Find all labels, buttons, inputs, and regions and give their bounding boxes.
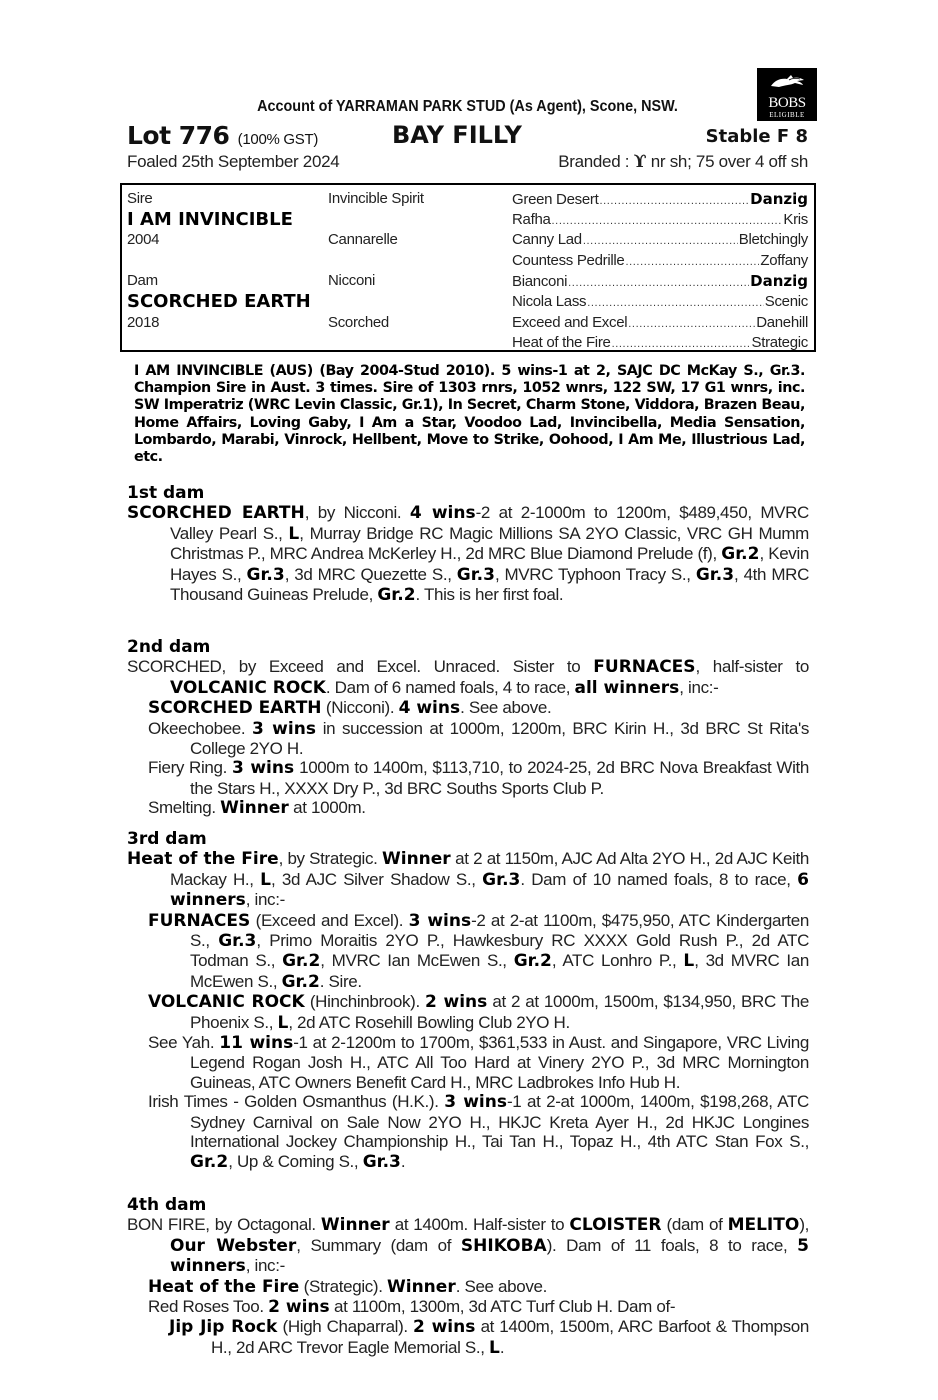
first-dam-section [127, 484, 809, 605]
text-run: Irish Times - Golden Osmanthus (H.K.). [148, 1092, 445, 1112]
dam-label: Dam [127, 272, 158, 290]
logo-text-bobs: BOBS [768, 95, 806, 111]
dot-leader [599, 190, 749, 212]
vendor-account: Account of YARRAMAN PARK STUD (As Agent), Scone, NSW. [257, 98, 678, 115]
text-run: , 3d MVRC Ian McEwen S., [190, 951, 809, 991]
text-run: , Primo Moraitis 2YO P., Hawkesbury RC XXXX Gold Rush P., 2d ATC Todman S., [190, 931, 810, 971]
text-run: . Dam of 10 named foals, 8 to race, [520, 869, 798, 889]
text-run: , 2d ATC Rosehill Bowling Club 2YO H. [288, 1012, 570, 1032]
text-run: at 1400m, 1500m, ARC Barfoot & Thompson H., 2d ARC Trevor Eagle Memorial S., [211, 1317, 809, 1357]
pedigree-entry [127, 1317, 809, 1358]
brand-mark-icon: ϒ [633, 152, 647, 172]
dam-heading: 2nd dam [127, 637, 211, 657]
text-run: , MVRC Typhoon Tracy S., [494, 564, 696, 584]
bold-run: Gr.2 [281, 971, 320, 992]
ancestor-sire: Zoffany [760, 251, 808, 269]
text-run: at 2 at 1000m, 1500m, $134,950, BRC The Phoenix S., [190, 992, 809, 1032]
text-run: , Kevin Hayes S., [170, 544, 809, 584]
text-run: . This is her first foal. [415, 585, 564, 605]
pedigree-ancestor-row [512, 313, 808, 334]
bold-run: Gr.2 [513, 951, 552, 972]
text-run: Smelting. [148, 798, 221, 818]
pedigree-entry [127, 1033, 809, 1092]
sire-label: Sire [127, 190, 153, 207]
pedigree-entry [127, 657, 809, 698]
pedigree-entry [127, 798, 809, 818]
bold-run: L [260, 869, 271, 890]
ancestor-sire: Danehill [756, 313, 808, 331]
text-run: . [499, 1337, 505, 1357]
pedigree-ancestor-row [512, 251, 808, 272]
lot-number-label: Lot 776 [127, 121, 230, 150]
pedigree-entry [127, 719, 809, 759]
dam-dam: Scorched [328, 313, 389, 331]
bold-run: Heat of the Fire [127, 849, 279, 870]
pedigree-entry [127, 849, 809, 910]
text-run: . Dam of 6 named foals, 4 to race, [325, 677, 575, 697]
bold-run: SHIKOBA [460, 1235, 547, 1256]
bold-run: Gr.3 [362, 1151, 401, 1172]
text-run: (Strategic). [299, 1276, 387, 1296]
pedigree-entry [127, 1092, 809, 1172]
dam-year: 2018 [127, 313, 160, 331]
bold-run: Gr.2 [190, 1151, 229, 1172]
sire-summary: I AM INVINCIBLE (AUS) (Bay 2004-Stud 2010). 5 wins-1 at 2, SAJC DC McKay S., Gr.3. Champion Sire in Aust. 3 times. Sire of 1303 rnrs, 1052 wnrs, 122 SW, 17 G1 wnrs, inc. SW Imperatriz (WRC Levin Classic, Gr.1), In Secret, Charm Stone, Viddora, Brazen Beau, Home Affairs, Loving Gaby, I Am a Star, Voodoo Lad, Invincibella, Media Sensation, Lombardo, Marabi, Vinrock, Hellbent, Move to Strike, Oohood, I Am Me, Illustrious Lad, etc. [134, 363, 805, 466]
lot-number [127, 121, 318, 150]
logo-text-eligible: ELIGIBLE [769, 111, 805, 119]
sire-dam: Cannarelle [328, 231, 398, 249]
pedigree-ancestor-row [512, 210, 808, 231]
gst-note: (100% GST) [237, 131, 319, 148]
ancestor-name: Canny Lad [512, 231, 582, 249]
text-run: , by Strategic. [278, 849, 382, 869]
bold-run: Gr.3 [218, 931, 257, 952]
bold-run: SCORCHED EARTH [127, 503, 305, 524]
bold-run: L [683, 951, 695, 972]
bold-run: SCORCHED EARTH [148, 698, 322, 719]
ancestor-name: Countess Pedrille [512, 251, 625, 269]
dam-name: SCORCHED EARTH [127, 290, 311, 312]
text-run: , ATC Lonhro P., [551, 951, 684, 971]
dam-heading: 3rd dam [127, 829, 207, 849]
bold-run: FURNACES [148, 910, 251, 931]
second-dam-section [127, 638, 809, 819]
ancestor-sire: Strategic [751, 334, 808, 352]
text-run: , inc:- [245, 1256, 285, 1276]
pedigree-entry [127, 1215, 809, 1276]
bold-run: Jip Jip Rock [169, 1317, 278, 1338]
text-run: SCORCHED, by Exceed and Excel. Unraced. Sister to [127, 657, 594, 677]
bold-run: Heat of the Fire [148, 1276, 300, 1297]
bold-run: MELITO [727, 1215, 800, 1236]
text-run: , Up & Coming S., [228, 1151, 363, 1171]
text-run: , 3d MRC Quezette S., [284, 564, 457, 584]
text-run: . See above. [460, 698, 552, 718]
pedigree-ancestor-row [512, 189, 808, 210]
text-run: Fiery Ring. [148, 758, 232, 778]
bold-run: 3 wins [408, 910, 472, 931]
text-run: , MVRC Ian McEwen S., [320, 951, 514, 971]
sire-name: I AM INVINCIBLE [127, 208, 293, 230]
third-dam-section [127, 830, 809, 1172]
dot-leader [552, 210, 783, 232]
dot-leader [583, 230, 738, 252]
bold-run: CLOISTER [569, 1215, 662, 1236]
bold-run: L [489, 1337, 500, 1358]
text-run: -2 at 2-at 1100m, $475,950, ATC Kindergarten S., [190, 910, 809, 951]
dot-leader [628, 313, 755, 335]
text-run: Okeechobee. [148, 718, 253, 738]
text-run: , 3d AJC Silver Shadow S., [270, 869, 483, 889]
bold-run: all winners [574, 677, 680, 698]
text-run: , Murray Bridge RC Magic Millions SA 2YO Classic, VRC GH Mumm Christmas P., MRC Andrea McKerley H., 2d MRC Blue Diamond Prelude (f), [170, 523, 809, 564]
bold-run: 2 wins [413, 1317, 476, 1338]
bold-run: Gr.2 [721, 544, 760, 565]
bold-run: Our Webster [170, 1235, 297, 1256]
ancestor-name: Bianconi [512, 273, 568, 291]
bold-run: Gr.3 [695, 564, 735, 585]
text-run: , Summary (dam of [296, 1235, 461, 1255]
branded-suffix: nr sh; 75 over 4 off sh [650, 152, 808, 171]
text-run: (High Chaparral). [277, 1317, 414, 1337]
lot-header [127, 121, 808, 151]
text-run: at 1100m, 1300m, 3d ATC Turf Club H. Dam of- [329, 1297, 676, 1317]
fourth-dam-section [127, 1196, 809, 1358]
text-run: -2 at 2-1000m to 1200m, $489,450, MVRC Valley Pearl S., [170, 503, 809, 543]
ancestor-name: Exceed and Excel [512, 313, 628, 331]
bold-run: 4 wins [409, 503, 476, 524]
ancestor-name: Nicola Lass [512, 292, 587, 310]
text-run: at 1400m. Half-sister to [389, 1215, 570, 1235]
bold-run: Winner [320, 1215, 390, 1236]
foaling-brand-row [127, 152, 808, 172]
bold-run: 3 wins [444, 1092, 507, 1113]
pedigree-entry [127, 758, 809, 798]
bold-run: 6 winners [170, 869, 809, 911]
text-run: (Nicconi). [321, 698, 399, 718]
text-run: ), [799, 1215, 809, 1235]
bold-run: Gr.2 [282, 951, 321, 972]
dot-leader [568, 272, 749, 294]
text-run: (Exceed and Excel). [250, 910, 409, 930]
bold-run: 5 winners [170, 1235, 809, 1277]
pedigree-ancestor-row [512, 271, 808, 292]
text-run: at 1000m. [288, 798, 366, 818]
text-run: (Hinchinbrook). [304, 992, 425, 1012]
ancestor-sire: Scenic [764, 292, 808, 310]
text-run: at 2 at 1150m, AJC Ad Alta 2YO H., 2d AJC Keith Mackay H., [170, 849, 809, 889]
dot-leader [625, 251, 759, 273]
dam-heading: 4th dam [127, 1195, 207, 1215]
pedigree-parents-column [127, 189, 311, 333]
ancestor-sire: Danzig [750, 272, 808, 291]
bold-run: VOLCANIC ROCK [170, 677, 326, 698]
pedigree-ancestor-row [512, 333, 808, 354]
text-run: , by Nicconi. [304, 503, 410, 523]
pedigree-ancestor-row [512, 292, 808, 313]
text-run: -1 at 2-1200m to 1700m, $361,533 in Aust. and Singapore, VRC Living Legend Rogan Josh H., ATC All Too Hard at Vinery 2YO P., 3d MRC Mornington Guineas, ATC Owners Benefit Card H., MRC Ladbrokes Info Hub H. [190, 1033, 809, 1092]
ancestor-sire: Danzig [750, 190, 808, 208]
text-run: , inc:- [245, 890, 285, 910]
bold-run: 3 wins [231, 758, 295, 779]
bold-run: Winner [381, 849, 451, 870]
horse-head-icon [757, 72, 817, 96]
bold-run: Winner [220, 798, 289, 819]
bold-run: Gr.3 [246, 564, 285, 585]
dam-heading: 1st dam [127, 483, 205, 503]
text-run: Red Roses Too. [148, 1297, 269, 1317]
pedigree-entry [127, 911, 809, 993]
ancestor-name: Green Desert [512, 191, 599, 208]
text-run: . Sire. [319, 971, 362, 991]
text-run: , half-sister to [695, 657, 809, 677]
bold-run: Gr.3 [456, 564, 495, 585]
bold-run: 3 wins [252, 718, 316, 739]
pedigree-great-grandparents-column [512, 189, 808, 354]
text-run: (dam of [661, 1215, 728, 1235]
bold-run: 11 wins [219, 1033, 294, 1054]
sire-year: 2004 [127, 231, 160, 249]
pedigree-table [120, 183, 816, 352]
text-run: -1 at 2-at 1000m, 1400m, $198,268, ATC Sydney Carnival on Sale Now 2YO H., HKJC Kreta Ayer H., 2d HKJC Longines International Jockey Championship H., Tai Tan H., Topaz H., 4th ATC Stan Fox S., [190, 1092, 809, 1152]
text-run: . See above. [455, 1276, 547, 1296]
branded-prefix: Branded : [558, 152, 630, 171]
horse-sex-colour: BAY FILLY [392, 121, 522, 149]
pedigree-entry [127, 1297, 809, 1317]
pedigree-entry [127, 1277, 809, 1297]
bold-run: Gr.3 [482, 869, 521, 890]
text-run: , inc:- [679, 677, 719, 697]
bold-run: Gr.2 [377, 585, 416, 606]
ancestor-name: Heat of the Fire [512, 334, 611, 352]
bold-run: L [277, 1012, 289, 1033]
spacer [127, 251, 311, 272]
ancestor-sire: Kris [783, 210, 808, 228]
dot-leader [612, 333, 751, 355]
text-run: 1000m to 1400m, $113,710, to 2024-25, 2d BRC Nova Breakfast With the Stars H., XXXX Dry P., 3d BRC Souths Sports Club P. [190, 758, 809, 798]
foaled-date: Foaled 25th September 2024 [127, 152, 340, 171]
bold-run: FURNACES [593, 657, 696, 678]
bold-run: Winner [387, 1276, 456, 1297]
dam-sire: Nicconi [328, 272, 376, 290]
ancestor-name: Rafha [512, 210, 551, 228]
text-run: , 4th MRC Thousand Guineas Prelude, [170, 564, 809, 605]
text-run: See Yah. [148, 1033, 220, 1053]
bold-run: 2 wins [268, 1297, 330, 1318]
stable-location: Stable F 8 [705, 126, 808, 147]
text-run: ). Dam of 11 foals, 8 to race, [546, 1235, 798, 1255]
pedigree-entry [127, 992, 809, 1033]
bold-run: L [288, 523, 300, 544]
bold-run: 4 wins [398, 698, 461, 719]
sire-sire: Invincible Spirit [328, 190, 424, 207]
text-run: . [400, 1151, 406, 1171]
pedigree-entry [127, 698, 809, 718]
bold-run: VOLCANIC ROCK [148, 992, 305, 1013]
ancestor-sire: Bletchingly [738, 231, 808, 249]
bold-run: 2 wins [425, 992, 488, 1013]
text-run: BON FIRE, by Octagonal. [127, 1215, 321, 1235]
dot-leader [587, 292, 764, 314]
pedigree-entry [127, 503, 809, 605]
text-run: in succession at 1000m, 1200m, BRC Kirin H., 3d BRC St Rita's College 2YO H. [190, 718, 809, 759]
pedigree-grandparents-column [328, 189, 424, 333]
brand-description [558, 152, 808, 172]
pedigree-ancestor-row [512, 230, 808, 251]
